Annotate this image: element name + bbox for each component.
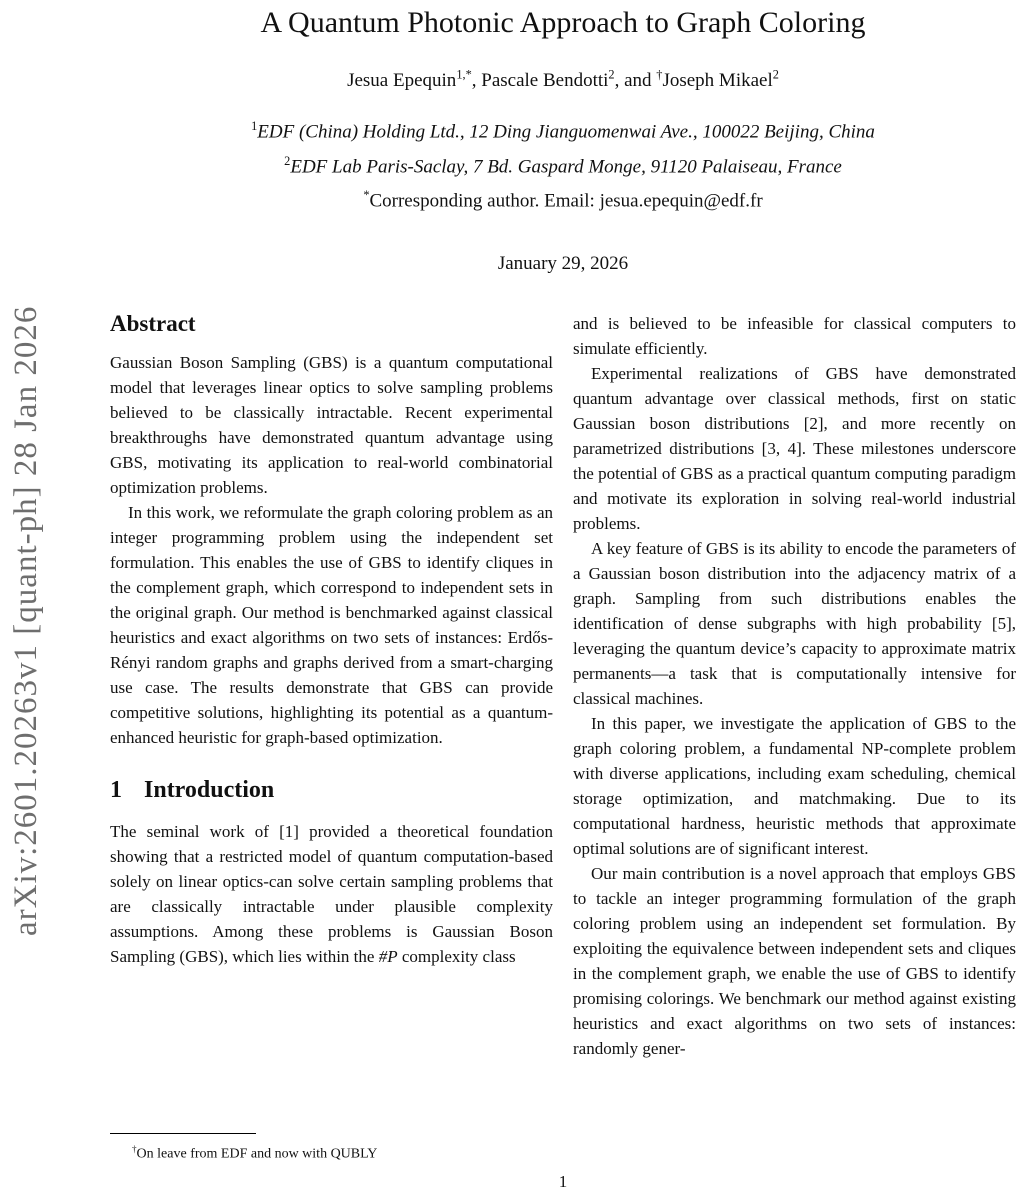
affiliation-superscript: 2 xyxy=(284,153,291,168)
footnote-marker: † xyxy=(132,1143,137,1154)
right-column xyxy=(573,311,1016,1163)
footnote-block xyxy=(110,1133,553,1164)
footnote-text: †On leave from EDF and now with QUBLY xyxy=(132,1143,378,1162)
abstract-paragraph: Gaussian Boson Sampling (GBS) is a quantum computational model that leverages linear optics to solve sampling problems believed to be classically intractable. Recent experimental breakthroughs have demonstrated quantum advantage using GBS, motivating its application to real-world combinatorial optimization problems. xyxy=(110,353,553,498)
author: †Joseph Mikael$^2$ xyxy=(656,68,779,92)
affiliation-line xyxy=(110,112,1016,146)
section-number: 1 xyxy=(110,777,122,804)
author: Jesua Epequin$^{1,*}$, xyxy=(347,68,482,92)
body-paragraph: and is believed to be infeasible for classical computers to simulate efficiently. xyxy=(573,314,1016,359)
author-superscript: 2 xyxy=(608,68,615,82)
arxiv-watermark: arXiv:2601.20263v1 [quant-ph] 28 Jan 2026 xyxy=(8,305,44,936)
author-superscript: 1,* xyxy=(456,68,472,82)
affiliation-superscript: 1 xyxy=(251,119,258,134)
two-column-body xyxy=(110,311,1016,1163)
body-paragraph: A key feature of GBS is its ability to encode the parameters of a Gaussian boson distribution into the adjacency matrix of a graph. Sampling from such distributions enables the identification of dense subgraphs with high probability [5], leveraging the quantum device’s capacity to approximate matrix permanents—a task that is computationally intensive for classical machines. xyxy=(573,539,1016,709)
corresponding-author-text: Corresponding author. Email: jesua.epequin@edf.fr xyxy=(369,190,763,212)
body-paragraph: The seminal work of [1] provided a theoretical foundation showing that a restricted model of quantum computation-based solely on linear optics-can solve certain sampling problems that are classically intractable under plausible complexity assumptions. Among these problems is Gaussian Boson Sampling (GBS), which lies within the #P complexity class xyxy=(110,822,553,967)
body-paragraph: In this paper, we investigate the application of GBS to the graph coloring problem, a fundamental NP-complete problem with diverse applications, including exam scheduling, chemical storage optimization, and matchmaking. Due to its computational hardness, heuristic methods that approximate optimal solutions are of significant interest. xyxy=(573,714,1016,859)
body-paragraph: Experimental realizations of GBS have demonstrated quantum advantage over classical methods, first on static Gaussian boson distributions [2], and more recently on parametrized distributions [3, 4]. These milestones underscore the potential of GBS as a practical quantum computing paradigm and motivate its exploration in solving real-world industrial problems. xyxy=(573,364,1016,534)
math-inline: #P xyxy=(378,947,398,967)
footnote-rule xyxy=(110,1133,256,1134)
affiliation-text: EDF (China) Holding Ltd., 12 Ding Jianguomenwai Ave., 100022 Beijing, China xyxy=(257,121,875,143)
section-heading-introduction xyxy=(110,778,553,803)
affiliation-superscript: * xyxy=(363,187,370,202)
corresponding-author-line xyxy=(110,181,1016,215)
body-paragraph: Our main contribution is a novel approach that employs GBS to tackle an integer programming formulation of the graph coloring problem using an independent set formulation. By exploiting the equivalence between independent sets and cliques in the complement graph, we enable the use of GBS to identify promising colorings. We benchmark our method against existing heuristics and exact algorithms on two sets of instances: randomly gener- xyxy=(573,864,1016,1059)
abstract-heading: Abstract xyxy=(110,311,196,337)
author-superscript: 2 xyxy=(772,68,779,82)
author-dagger: † xyxy=(656,68,663,82)
paper-content xyxy=(110,0,1016,1163)
paper-date: January 29, 2026 xyxy=(497,253,629,275)
left-column xyxy=(110,311,553,1163)
page-number: 1 xyxy=(558,1172,568,1191)
affiliation-line xyxy=(110,147,1016,181)
affiliation-block xyxy=(110,112,1016,215)
author: Pascale Bendotti$^2$, and xyxy=(481,68,657,92)
paper-title: A Quantum Photonic Approach to Graph Coloring xyxy=(260,6,866,39)
abstract-paragraph: In this work, we reformulate the graph coloring problem as an integer programming problem using the independent set formulation. This enables the use of GBS to identify cliques in the complement graph, which correspond to independent sets in the original graph. Our method is benchmarked against classical heuristics and exact algorithms on two sets of instances: Erdős-Rényi random graphs and graphs derived from a smart-charging use case. The results demonstrate that GBS can provide competitive solutions, highlighting its potential as a quantum-enhanced heuristic for graph-based optimization. xyxy=(110,503,553,748)
affiliation-text: EDF Lab Paris-Saclay, 7 Bd. Gaspard Monge, 91120 Palaiseau, France xyxy=(290,155,842,177)
author-line xyxy=(110,68,1016,92)
section-title: Introduction xyxy=(144,777,275,804)
